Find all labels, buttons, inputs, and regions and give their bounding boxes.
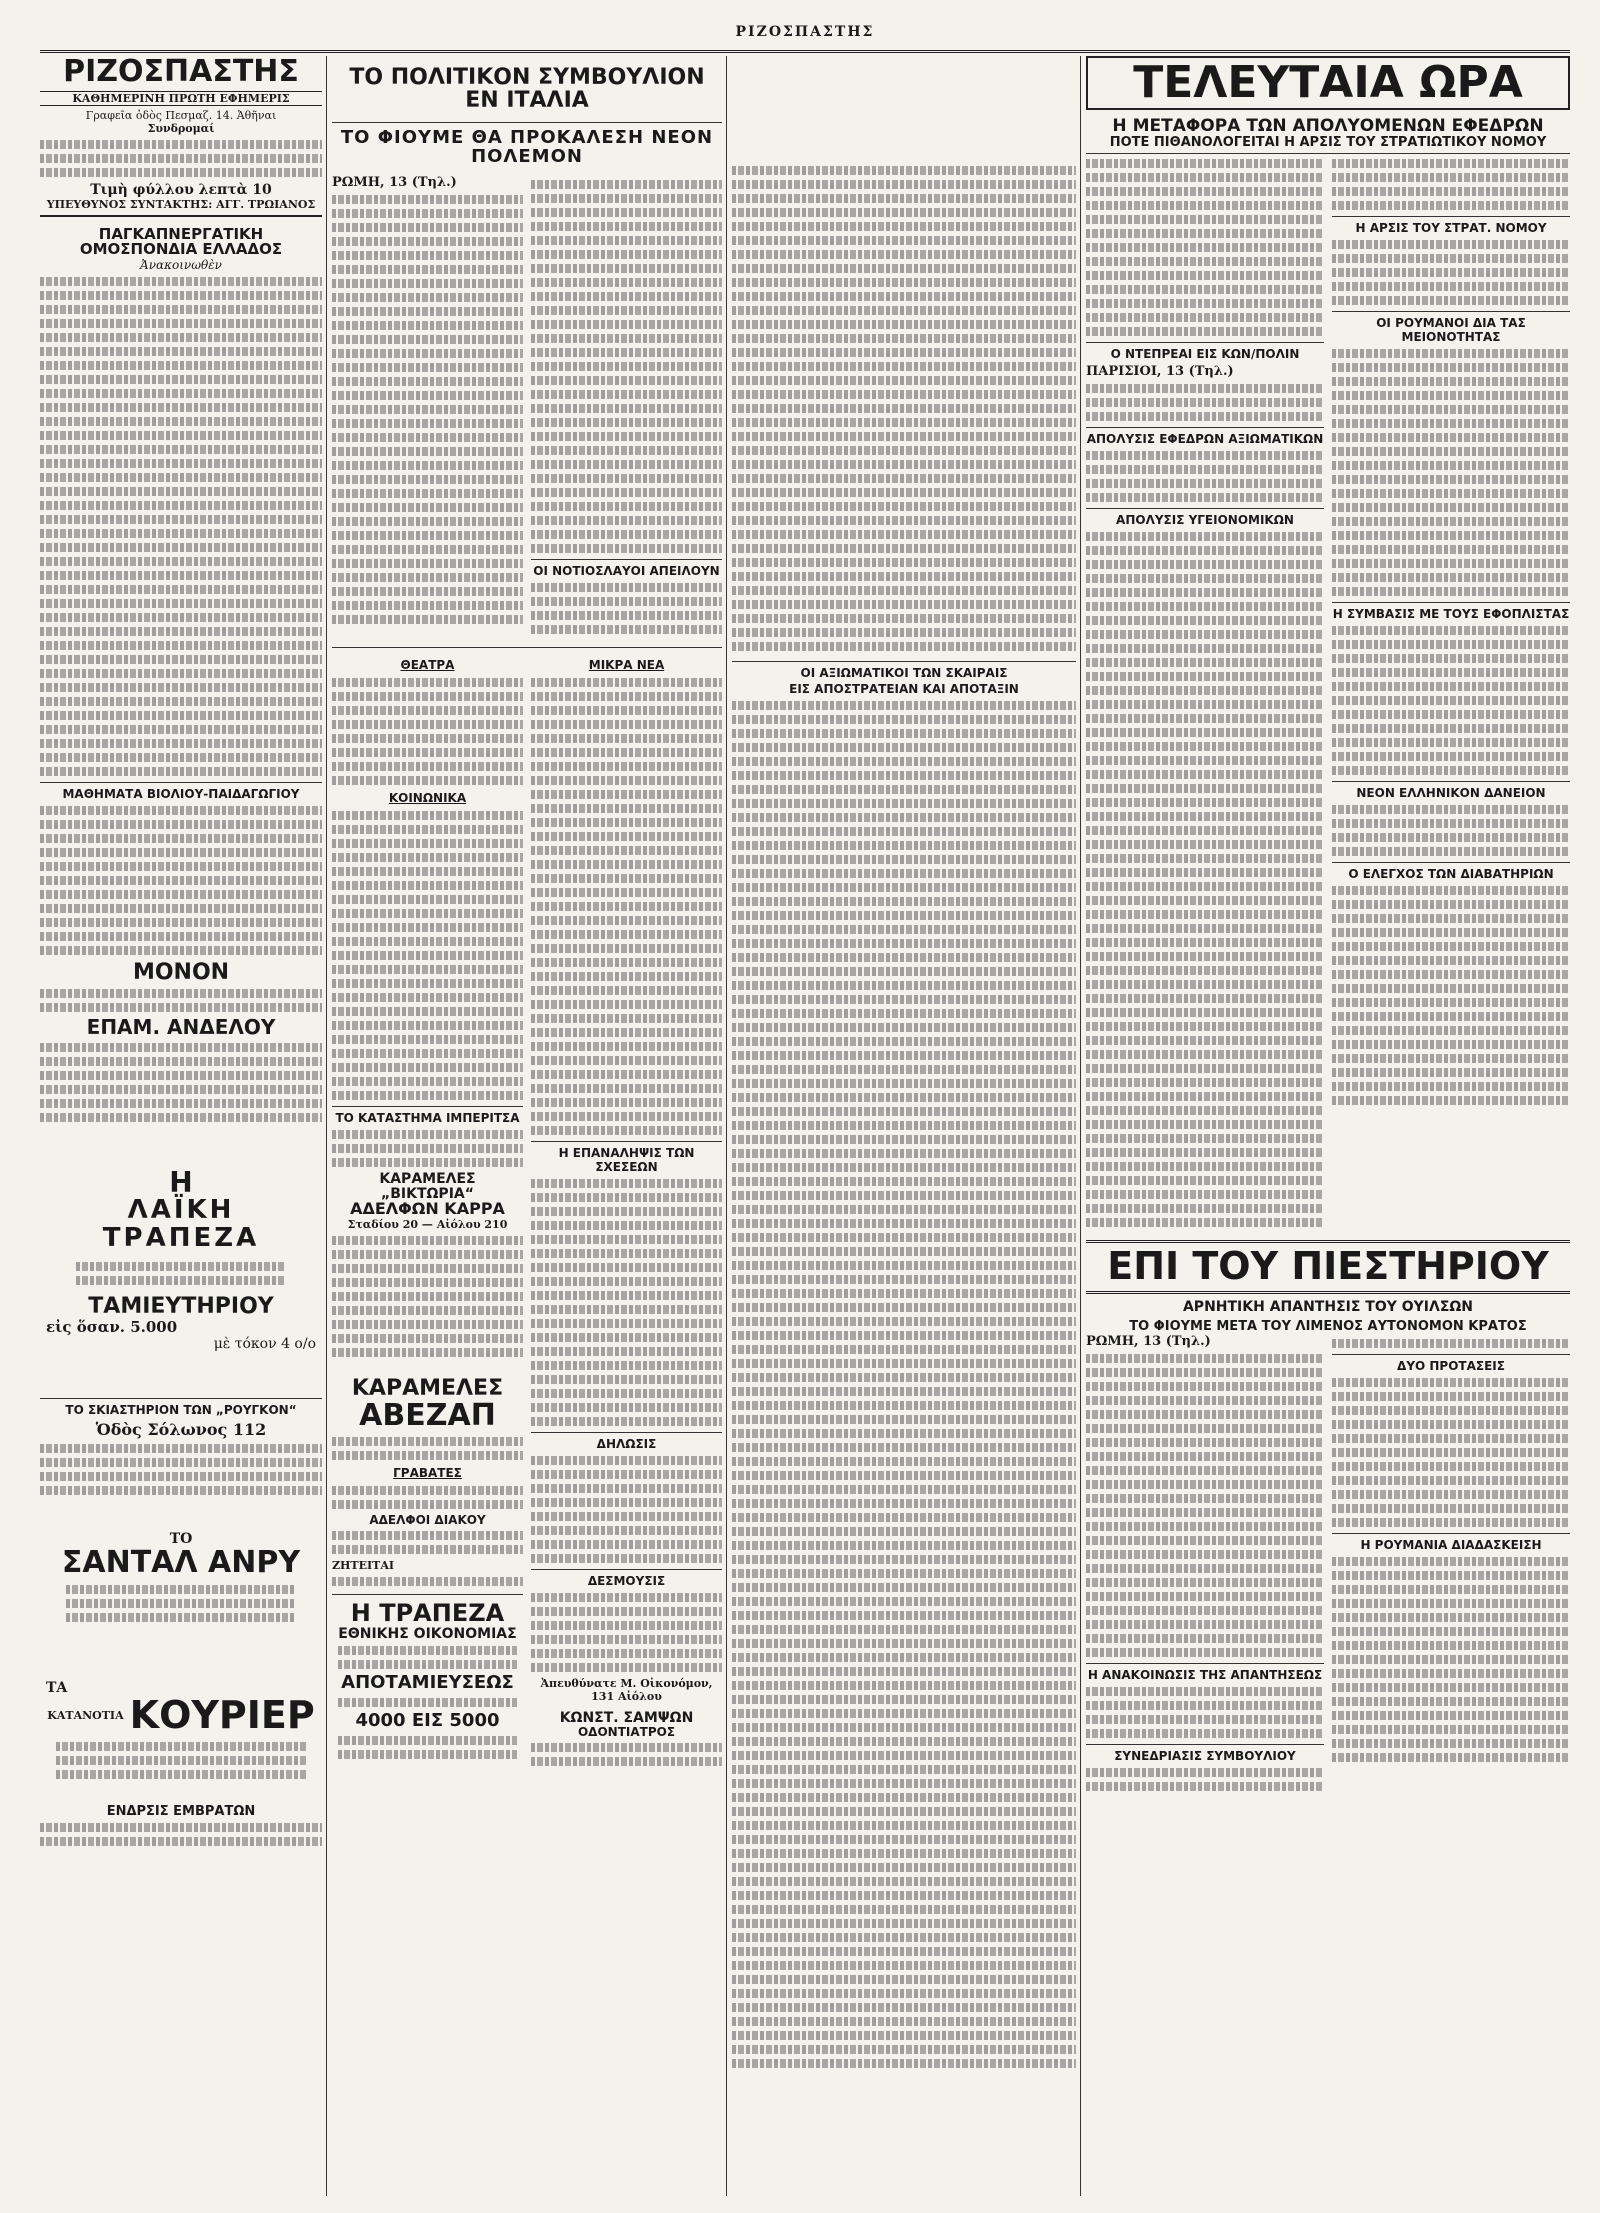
deposit-amount: εἰς ὅσαν. 5.000	[46, 1318, 178, 1337]
parisioi-dateline: ΠΑΡΙΣΙΟΙ, 13 (Τηλ.)	[1086, 363, 1234, 379]
santal-to: ΤΟ	[169, 1531, 193, 1548]
daneios-heading: ΝΕΟΝ ΕΛΛΗΝΙΚΟΝ ΔΑΝΕΙΟΝ	[1332, 781, 1570, 800]
tamieuthrio: ΤΑΜΙΕΥΤΗΡΙΟΥ	[88, 1294, 274, 1320]
kourier-ta: ΤΑ	[46, 1679, 68, 1696]
romi-dateline: ΡΩΜΗ, 13 (Τηλ.)	[1086, 1333, 1211, 1349]
zitoitai-heading: ΖΗΤΕΙΤΑΙ	[332, 1559, 395, 1573]
piestiriou-headline: ΕΠΙ ΤΟΥ ΠΙΕΣΤΗΡΙΟΥ	[1086, 1240, 1570, 1294]
ntepre-heading: Ο ΝΤΕΠΡΕΑΙ ΕΙΣ ΚΩΝ/ΠΟΛΙΝ	[1086, 342, 1324, 361]
arnitiki-heading: ΑΡΝΗΤΙΚΗ ΑΠΑΝΤΗΣΙΣ ΤΟΥ ΟΥΙΛΣΩΝ	[1182, 1298, 1474, 1315]
fiume-limenos-heading: ΤΟ ΦΙΟΥΜΕ ΜΕΤΑ ΤΟΥ ΛΙΜΕΝΟΣ ΑΥΤΟΝΟΜΟΝ ΚΡΑΤΟΣ	[1129, 1319, 1527, 1335]
victoria-heading: ΚΑΡΑΜΕΛΕΣ „ΒΙΚΤΩΡΙΑ“	[379, 1170, 476, 1202]
dyo-protaseis-heading: ΔΥΟ ΠΡΟΤΑΣΕΙΣ	[1332, 1354, 1570, 1373]
kioski-heading: ΤΟ ΣΚΙΑΣΤΗΡΙΟΝ ΤΩΝ „ΡΟΥΓΚΟΝ“	[40, 1398, 322, 1417]
column-3	[732, 56, 1076, 2196]
masthead-title: ΡΙΖΟΣΠΑΣΤΗΣ	[63, 56, 299, 89]
bookstore-heading: ΜΑΘΗΜΑΤΑ ΒΙΟΛΙΟΥ-ΠΑΙΔΑΓΩΓΙΟΥ	[40, 782, 322, 801]
apotamieusis-title: ΑΠΟΤΑΜΙΕΥΣΕΩΣ	[341, 1672, 514, 1694]
desmousis-heading: ΔΕΣΜΟΥΣΙΣ	[531, 1569, 722, 1588]
main-headline: ΤΟ ΠΟΛΙΤΙΚΟΝ ΣΥΜΒΟΥΛΙΟΝ ΕΝ ΙΤΑΛΙΑ	[349, 65, 705, 114]
editor: ΥΠΕΥΘΥΝΟΣ ΣΥΝΤΑΚΤΗΣ: ΑΓΓ. ΤΡΩΙΑΝΟΣ	[46, 197, 316, 211]
range-text: 4000 ΕΙΣ 5000	[355, 1710, 500, 1732]
column-4	[1086, 56, 1570, 2196]
trapeza-ad	[332, 1594, 523, 1770]
endrsi-heading: ΕΝΔΡΣΙΣ ΕΜΒΡΑΤΩΝ	[106, 1803, 256, 1819]
odontiatros-label: ΟΔΟΝΤΙΑΤΡΟΣ	[577, 1724, 676, 1739]
mikra-nea-heading: ΜΙΚΡΑ ΝΕΑ	[588, 657, 665, 672]
masthead-address: Γραφεῖα ὁδὸς Πεσμαζ. 14. Ἀθῆναι	[85, 108, 277, 122]
masthead-subtitle: ΚΑΘΗΜΕΡΙΝΗ ΠΡΩΤΗ ΕΦΗΜΕΡΙΣ	[40, 91, 322, 106]
pote-heading: ΠΟΤΕ ΠΙΘΑΝΟΛΟΓΕΙΤΑΙ Η ΑΡΣΙΣ ΤΟΥ ΣΤΡΑΤΙΩΤΙΚΟΥ ΝΟΜΟΥ	[1086, 136, 1570, 154]
karameles-heading: ΚΑΡΑΜΕΛΕΣ	[351, 1376, 504, 1402]
federation-title: ΠΑΓΚΑΠΝΕΡΓΑΤΙΚΗ ΟΜΟΣΠΟΝΔΙΑ ΕΛΛΑΔΟΣ	[79, 224, 283, 259]
monon-heading: ΜΟΝΟΝ	[132, 960, 230, 985]
laiki-title-top: Η	[169, 1166, 193, 1200]
anakoinosis-heading: Η ΑΝΑΚΟΙΝΩΣΙΣ ΤΗΣ ΑΠΑΝΤΗΣΕΩΣ	[1086, 1663, 1324, 1682]
apolysis-axiomatikon-heading: ΑΠΟΛΥΣΙΣ ΕΦΕΔΡΩΝ ΑΞΙΩΜΑΤΙΚΩΝ	[1086, 427, 1324, 446]
rumaniki-heading: Η ΡΟΥΜΑΝΙΑ ΔΙΑΔΑΣΚΕΙΣΗ	[1332, 1533, 1570, 1552]
santal-title: ΣΑΝΤΑΛ ΑΝΡΥ	[61, 1545, 301, 1581]
arsis-heading: Η ΑΡΣΙΣ ΤΟΥ ΣΤΡΑΤ. ΝΟΜΟΥ	[1332, 216, 1570, 235]
symvasis-heading: Η ΣΥΜΒΑΣΙΣ ΜΕ ΤΟΥΣ ΕΦΟΠΛΙΣΤΑΣ	[1332, 602, 1570, 621]
article-text	[40, 277, 322, 776]
column-2	[332, 56, 722, 2196]
masthead	[40, 56, 322, 217]
axiomatikoi-heading: ΟΙ ΑΞΙΩΜΑΤΙΚΟΙ ΤΩΝ ΣΚΑΙΡΑΙΣ	[732, 661, 1076, 680]
katastima-heading: ΤΟ ΚΑΤΑΣΤΗΜΑ ΙΜΠΕΡΙΤΣΑ	[332, 1106, 523, 1125]
rumanoi-heading: ΟΙ ΡΟΥΜΑΝΟΙ ΔΙΑ ΤΑΣ ΜΕΙΟΝΟΤΗΤΑΣ	[1332, 311, 1570, 344]
karra-address: Σταδίου 20 — Αἰόλου 210	[347, 1218, 508, 1232]
apolysis-igeionomikon-heading: ΑΠΟΛΥΣΙΣ ΥΓΕΙΟΝΟΜΙΚΩΝ	[1086, 508, 1324, 527]
elenxos-heading: Ο ΕΛΕΓΧΟΣ ΤΩΝ ΔΙΑΒΑΤΗΡΙΩΝ	[1332, 862, 1570, 881]
theatra-heading: ΘΕΑΤΡΑ	[400, 657, 455, 672]
karra-heading: ΑΔΕΛΦΩΝ ΚΑΡΡΑ	[350, 1199, 505, 1219]
grabates-heading: ΓΡΑΒΑΤΕΣ	[393, 1465, 462, 1480]
koinonika-heading: ΚΟΙΝΩΝΙΚΑ	[388, 790, 467, 805]
column-rule	[1080, 56, 1081, 2196]
notioslavoi-heading: ΟΙ ΝΟΤΙΟΣΛΑΥΟΙ ΑΠΕΙΛΟΥΝ	[531, 559, 722, 578]
federation-subtitle: Ἀνακοινωθὲν	[140, 258, 222, 272]
ethniki-title: ΕΘΝΙΚΗΣ ΟΙΚΟΝΟΜΙΑΣ	[338, 1625, 517, 1642]
metafora-heading: Η ΜΕΤΑΦΟΡΑ ΤΩΝ ΑΠΟΛΥΟΜΕΝΩΝ ΕΦΕΔΡΩΝ	[1112, 116, 1544, 137]
oikonomou-address: Ἀπευθύνατε Μ. Οἰκονόμον, 131 Αἰόλου	[540, 1676, 713, 1703]
dilosis-heading: ΔΗΛΩΣΙΣ	[531, 1432, 722, 1451]
interest-rate: μὲ τόκον 4 ο/ο	[213, 1336, 316, 1353]
synedriasis-heading: ΣΥΝΕΔΡΙΑΣΙΣ ΣΥΜΒΟΥΛΙΟΥ	[1086, 1744, 1324, 1763]
laiki-title: ΛΑΪΚΗ ΤΡΑΠΕΖΑ	[102, 1195, 260, 1253]
sampson-name: ΚΩΝΣΤ. ΣΑΜΨΩΝ	[559, 1709, 694, 1726]
running-head	[40, 20, 1570, 53]
anadelou-heading: ΕΠΑΜ. ΑΝΔΕΛΟΥ	[86, 1015, 276, 1040]
apostrateia-heading: ΕΙΣ ΑΠΟΣΤΡΑΤΕΙΑΝ ΚΑΙ ΑΠΟΤΑΞΙΝ	[789, 682, 1019, 696]
main-subhead: ΤΟ ΦΙΟΥΜΕ ΘΑ ΠΡΟΚΑΛΕΣΗ ΝΕΟΝ ΠΟΛΕΜΟΝ	[332, 122, 722, 167]
abezap-heading: ΑΒΕΖΑΠ	[359, 1398, 496, 1434]
main-dateline: ΡΩΜΗ, 13 (Τηλ.)	[332, 174, 457, 190]
epanalipsis-heading: Η ΕΠΑΝΑΛΗΨΙΣ ΤΩΝ ΣΧΕΣΕΩΝ	[531, 1141, 722, 1174]
trapeza-title: Η ΤΡΑΠΕΖΑ	[350, 1599, 505, 1628]
running-head-title: ΡΙΖΟΣΠΑΣΤΗΣ	[735, 24, 875, 40]
column-rule	[726, 56, 727, 2196]
subscription-label: Συνδρομαί	[147, 121, 215, 135]
kourier-ad	[40, 1674, 322, 1791]
santal-ad	[40, 1525, 322, 1634]
price: Τιμὴ φύλλου λεπτὰ 10	[90, 181, 272, 198]
column-rule	[326, 56, 327, 2196]
newspaper-page	[40, 20, 1570, 2200]
laiki-trapeza-ad	[40, 1162, 322, 1358]
teleutaia-ora-headline: ΤΕΛΕΥΤΑΙΑ ΩΡΑ	[1086, 56, 1570, 110]
aliakou-heading: ΑΔΕΛΦΟΙ ΔΙΑΚΟΥ	[369, 1512, 486, 1527]
kourier-prefix: ΚΑΤΑΝΟΤΙΑ	[47, 1709, 124, 1723]
kourier-title: ΚΟΥΡΙΕΡ	[129, 1692, 315, 1737]
kioski-address: Ὁδὸς Σόλωνος 112	[95, 1420, 267, 1440]
column-1	[40, 56, 322, 2196]
